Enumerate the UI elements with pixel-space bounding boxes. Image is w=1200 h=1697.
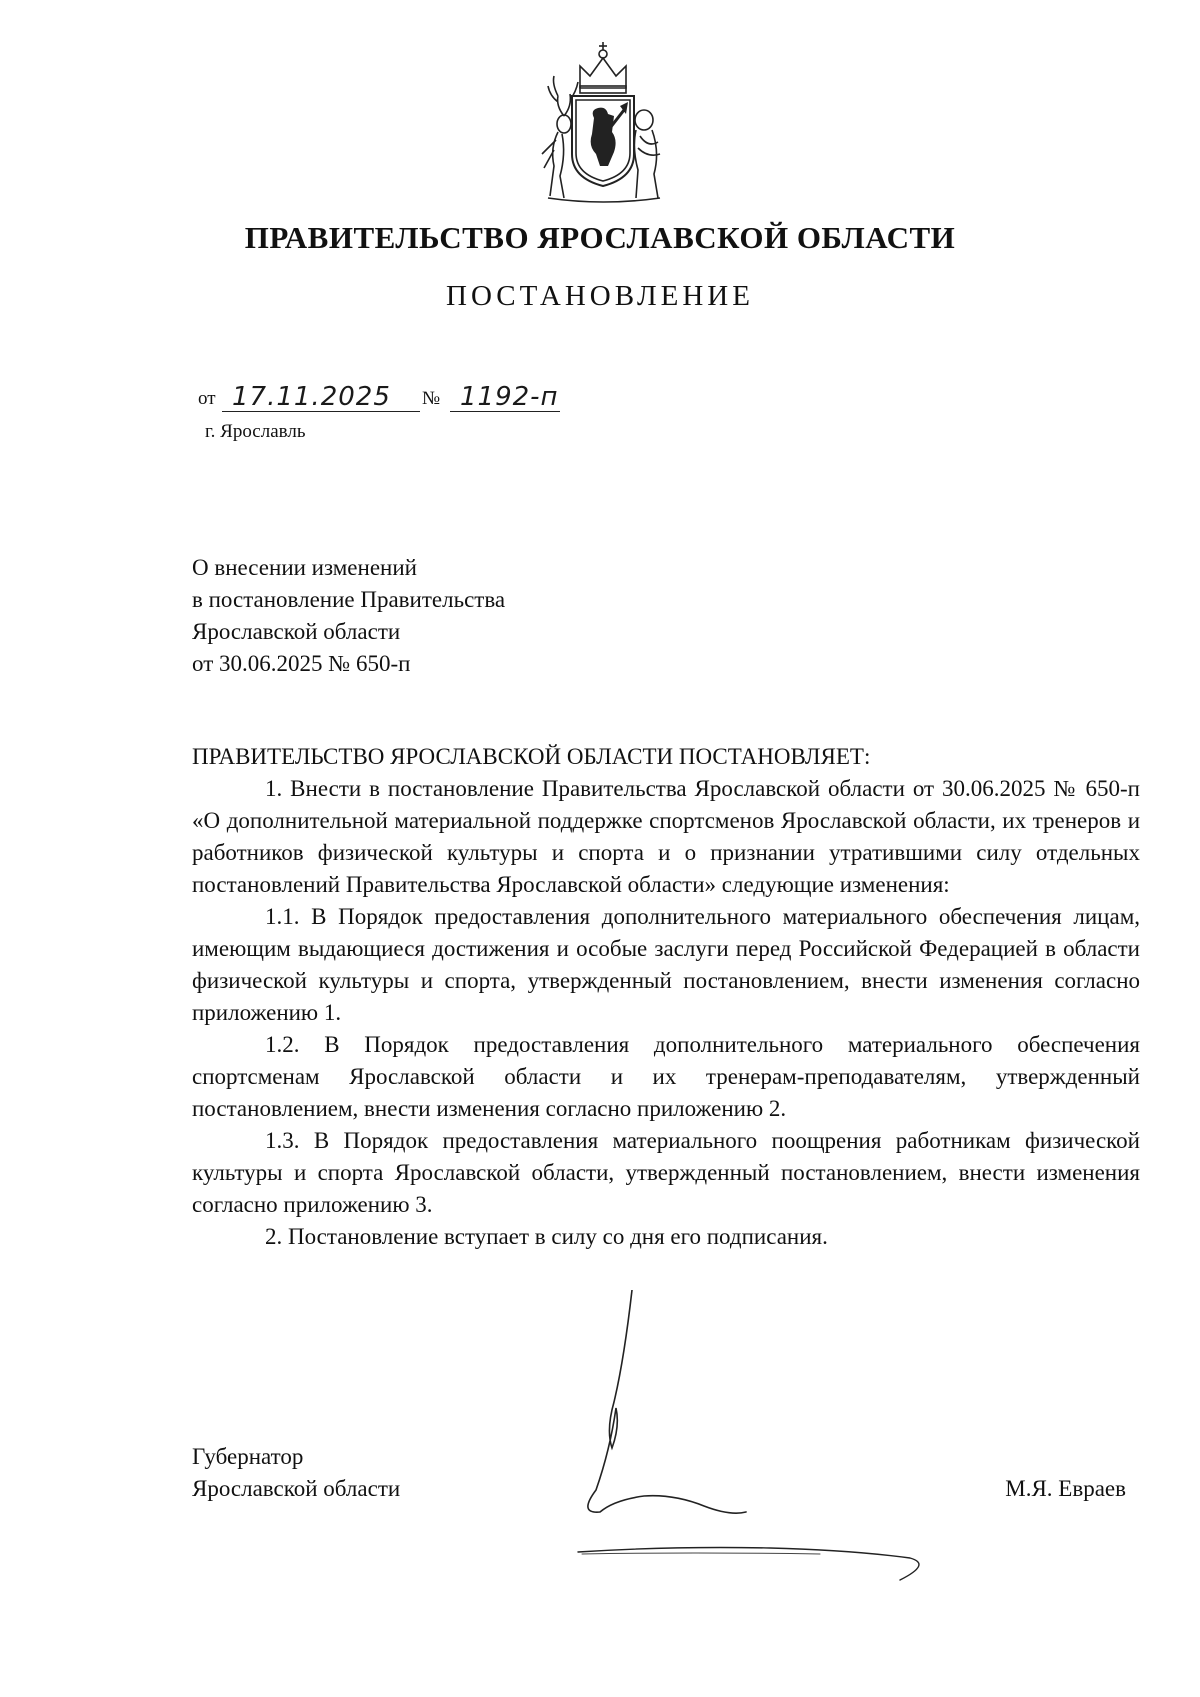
- date-prefix: от: [198, 388, 216, 409]
- handwritten-number: 1192-п: [460, 382, 559, 412]
- subject-line: О внесении изменений: [192, 555, 417, 580]
- organization-name: ПРАВИТЕЛЬСТВО ЯРОСЛАВСКОЙ ОБЛАСТИ: [244, 220, 956, 255]
- body-paragraph: 1.2. В Порядок предоставления дополнительного материального обеспечения спортсменам Ярославской области и их тренерам-преподавателям, утвержденный постановлением, внести изменения согласно приложению 2.: [192, 1032, 1140, 1121]
- registration-line: [198, 380, 618, 416]
- city: г. Ярославль: [205, 421, 306, 442]
- signatory-position: [192, 1441, 400, 1505]
- number-prefix: №: [422, 388, 441, 409]
- subject-line: Ярославской области: [192, 619, 401, 644]
- coat-of-arms-icon: [528, 36, 678, 208]
- signatory-name: М.Я. Евраев: [1005, 1476, 1126, 1501]
- handwritten-date: 17.11.2025: [232, 382, 391, 412]
- body-paragraph: 1.1. В Порядок предоставления дополнительного материального обеспечения лицам, имеющим выдающиеся достижения и особые заслуги перед Российской Федерацией в области физической культуры и спорта, утвержденный постановлением, внести изменения согласно приложению 1.: [192, 904, 1140, 1025]
- body-paragraph: 2. Постановление вступает в силу со дня его подписания.: [265, 1224, 828, 1249]
- decree-statement: ПРАВИТЕЛЬСТВО ЯРОСЛАВСКОЙ ОБЛАСТИ ПОСТАНОВЛЯЕТ:: [192, 744, 871, 769]
- document-type: ПОСТАНОВЛЕНИЕ: [446, 280, 754, 312]
- handwritten-signature: [570, 1290, 990, 1590]
- subject-line: в постановление Правительства: [192, 587, 506, 612]
- document-subject: [192, 552, 505, 680]
- subject-line: от 30.06.2025 № 650-п: [192, 651, 411, 676]
- position-line: Губернатор: [192, 1444, 304, 1469]
- position-line: Ярославской области: [192, 1476, 401, 1501]
- body-paragraph: 1.3. В Порядок предоставления материального поощрения работникам физической культуры и спорта Ярославской области, утвержденный постановлением, внести изменения согласно приложению 3.: [192, 1128, 1140, 1217]
- body-paragraph: 1. Внести в постановление Правительства Ярославской области от 30.06.2025 № 650-п «О дополнительной материальной поддержке спортсменов Ярославской области, их тренеров и работников физической культуры и спорта и о признании утратившими силу отдельных постановлений Правительства Ярославской области» следующие изменения:: [192, 776, 1140, 897]
- document-body: [192, 741, 1140, 1253]
